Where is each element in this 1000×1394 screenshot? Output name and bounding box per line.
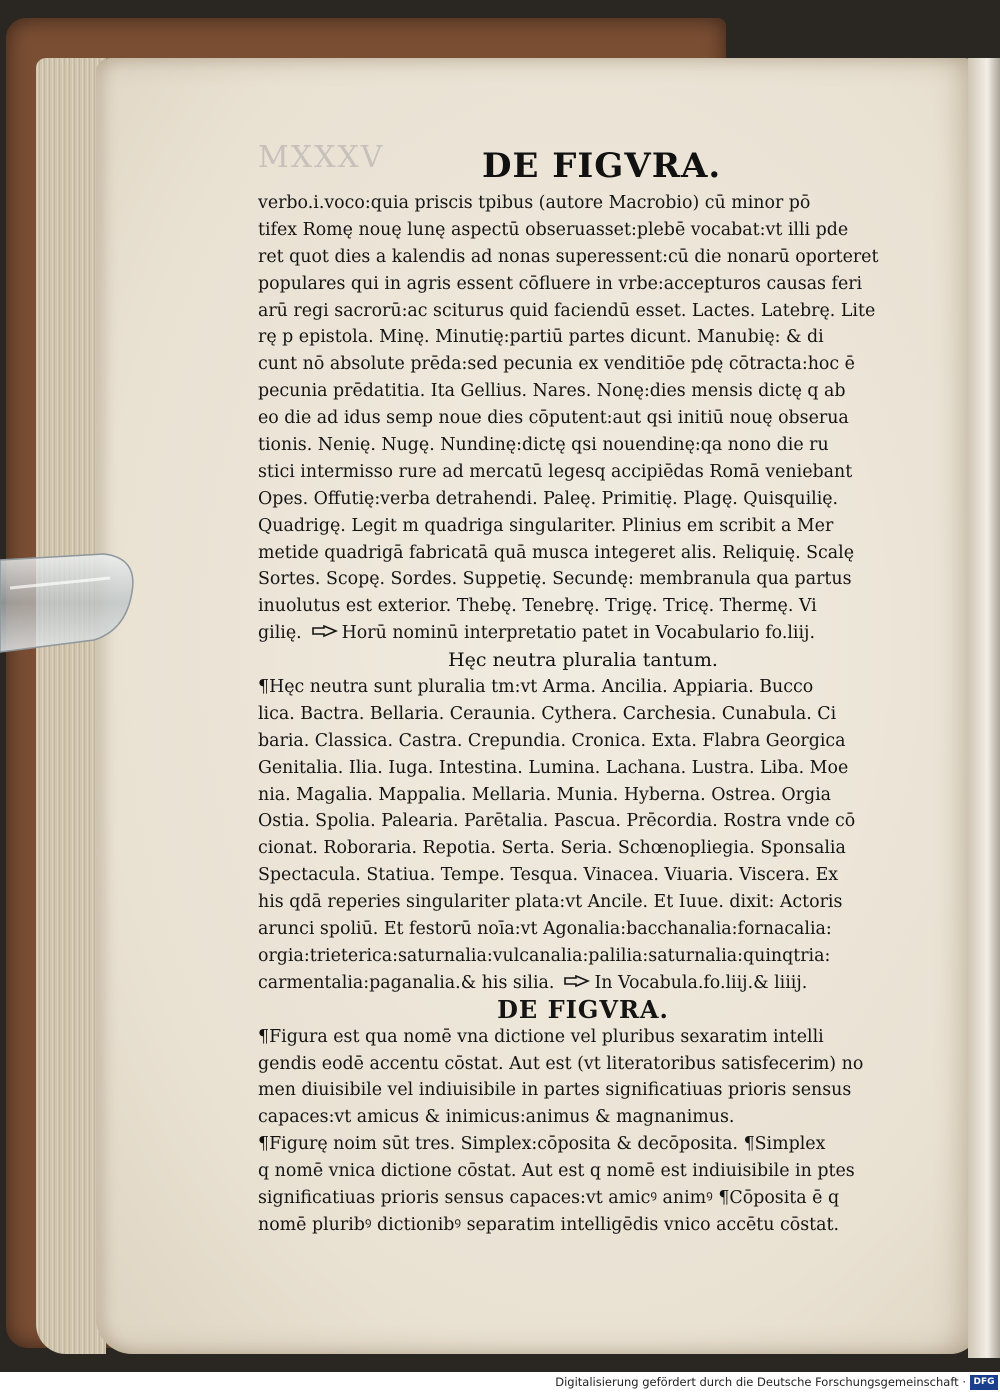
text-line: metide quadrigā fabricatā quā musca integeret alis. Reliquię. Scalę [258, 542, 854, 563]
page-clip-icon [0, 548, 140, 658]
text-line: Spectacula. Statiua. Tempe. Tesqua. Vinacea. Viuaria. Viscera. Ex [258, 865, 839, 886]
text-line: Sortes. Scopę. Sordes. Suppetię. Secundę: membranula qua partus [258, 569, 852, 590]
text-fragment: In Vocabula.fo.liij.& liiij. [594, 972, 808, 993]
running-head: DE FIGVRA. [482, 146, 722, 186]
text-line: pecunia prēdatitia. Ita Gellius. Nares. Nonę:dies mensis dictę q ab [258, 381, 846, 402]
text-line: capaces:vt amicus & inimicus:animus & magnanimus. [258, 1107, 735, 1128]
text-line: cunt nō absolute prēda:sed pecunia ex venditiōe pdę cōtracta:hoc ē [258, 354, 855, 375]
text-line: Opes. Offutię:verba detrahendi. Paleę. Primitię. Plagę. Quisquilię. [258, 488, 839, 509]
text-line: baria. Classica. Castra. Crepundia. Cronica. Exta. Flabra Georgica [258, 730, 846, 751]
footer-bar [0, 1372, 1000, 1394]
library-stamp: MXXXV [258, 140, 385, 175]
text-line: gendis eodē accentu cōstat. Aut est (vt literatoribus satisfecerim) no [258, 1053, 864, 1074]
text-line: significatiuas prioris sensus capaces:vt amicꝰ animꝰ ¶Cōposita ē q [258, 1187, 840, 1208]
dfg-logo: DFG [970, 1375, 998, 1390]
text-line: populares qui in agris essent cōfluere in vrbe:accepturos causas feri [258, 273, 863, 294]
section-heading: DE FIGVRA. [497, 994, 669, 1024]
text-line: ret quot dies a kalendis ad nonas superessent:cū die nonarū oporteret [258, 246, 879, 267]
text-line: arū regi sacrorū:ac sciturus quid faciendū esset. Lactes. Latebrę. Lite [258, 300, 876, 321]
text-fragment: gilię. [258, 623, 302, 644]
text-line: Genitalia. Ilia. Iuga. Intestina. Lumina. Lachana. Lustra. Liba. Moe [258, 757, 849, 778]
text-line: verbo.i.voco:quia priscis tpibus (autore Macrobio) cū minor pō [258, 193, 811, 213]
text-line: q nomē vnica dictione cōstat. Aut est q nomē est indiuisibile in ptes [258, 1161, 855, 1182]
text-line: Ostia. Spolia. Palearia. Parētalia. Pascua. Prēcordia. Rostra vnde cō [258, 811, 856, 832]
text-line: stici intermisso rure ad mercatū legesq accipiēdas Romā veniebant [258, 461, 853, 482]
text-line: eo die ad idus semp noue dies cōputent:aut qsi initiū nouę obserua [258, 408, 849, 429]
text-line: ¶Figurę noim sūt tres. Simplex:cōposita & decōposita. ¶Simplex [258, 1134, 826, 1155]
pointing-hand-icon [564, 975, 590, 989]
text-line: inuolutus est exterior. Thebę. Tenebrę. Trigę. Tricę. Thermę. Vi [258, 596, 817, 617]
text-line [258, 620, 908, 647]
text-block [258, 190, 908, 1239]
section-heading: Hęc neutra pluralia tantum. [448, 649, 718, 672]
text-line: nia. Magalia. Mappalia. Mellaria. Munia. Hyberna. Ostrea. Orgia [258, 784, 832, 805]
text-line: cionat. Roboraria. Repotia. Serta. Seria. Schœnopliegia. Sponsalia [258, 838, 846, 859]
text-line: tifex Romę nouę lunę aspectū obseruasset:plebē vocabat:vt illi pde [258, 219, 849, 240]
text-line [258, 970, 908, 997]
facing-page-edge [968, 58, 1000, 1358]
text-line: lica. Bactra. Bellaria. Ceraunia. Cythera. Carchesia. Cunabula. Ci [258, 703, 837, 724]
text-line: orgia:trieterica:saturnalia:vulcanalia:palilia:saturnalia:quinqtria: [258, 945, 831, 966]
text-fragment: Horū nominū interpretatio patet in Vocabulario fo.liij. [341, 623, 815, 644]
text-line: men diuisibile vel indiuisibile in partes significatiuas prioris sensus [258, 1080, 852, 1101]
text-line: arunci spoliū. Et festorū noīa:vt Agonalia:bacchanalia:fornacalia: [258, 919, 832, 940]
text-line: nomē pluribꝰ dictionibꝰ separatim intelligēdis vnico accētu cōstat. [258, 1214, 840, 1235]
text-line: ¶Figura est qua nomē vna dictione vel pluribus sexaratim intelli [258, 1026, 824, 1047]
text-line: tionis. Nenię. Nugę. Nundinę:dictę qsi nouendinę:qa nono die ru [258, 435, 829, 456]
text-fragment: carmentalia:paganalia.& his silia. [258, 972, 555, 993]
text-line: rę p epistola. Minę. Minutię:partiū partes dicunt. Manubię: & di [258, 327, 824, 348]
text-line: ¶Hęc neutra sunt pluralia tm:vt Arma. Ancilia. Appiaria. Bucco [258, 677, 814, 698]
footer-credit: Digitalisierung gefördert durch die Deutsche Forschungsgemeinschaft · [555, 1375, 966, 1389]
text-line: his qdā reperies singulariter plata:vt Ancile. Et Iuue. dixit: Actoris [258, 892, 843, 913]
text-line: Quadrigę. Legit m quadriga singulariter. Plinius em scribit a Mer [258, 515, 834, 536]
pointing-hand-icon [312, 625, 338, 639]
